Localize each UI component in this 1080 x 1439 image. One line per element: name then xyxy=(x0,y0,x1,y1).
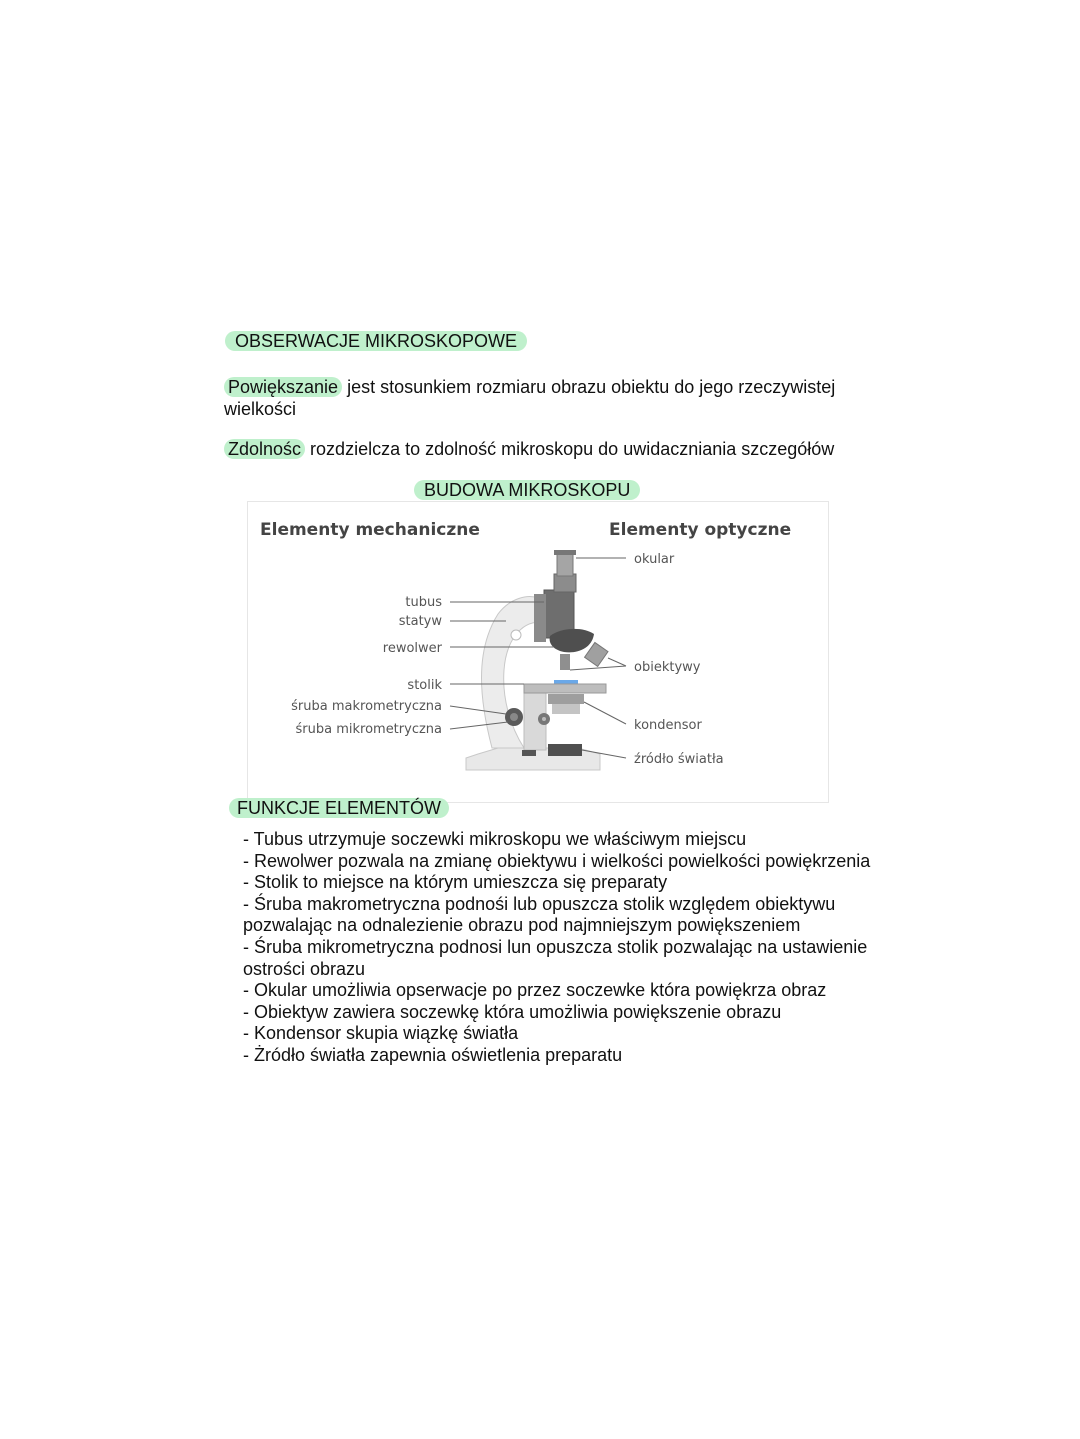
section-title-functions xyxy=(229,797,449,819)
list-item: - Okular umożliwia opserwacje po przez soczewke która powiękrza obraz xyxy=(243,980,827,1001)
label-sruba-mikrometryczna: śruba mikrometryczna xyxy=(295,722,442,737)
list-item: - Śruba mikrometryczna podnosi lun opuszcza stolik pozwalając na ustawienie ostrości obrazu xyxy=(243,936,868,979)
definition-resolution xyxy=(224,438,884,460)
label-sruba-makrometryczna: śruba makrometryczna xyxy=(291,699,442,714)
section-title-observations xyxy=(225,330,527,352)
section-title-observations-text: OBSERWACJE MIKROSKOPOWE xyxy=(225,331,527,351)
functions-list xyxy=(243,829,883,1067)
list-item: - Obiektyw zawiera soczewkę która umożliwia powiększenie obrazu xyxy=(243,1001,782,1022)
diagram-heading-mechanical: Elementy mechaniczne xyxy=(260,520,480,540)
list-item: - Stolik to miejsce na którym umieszcza się preparaty xyxy=(243,872,668,893)
term-magnification: Powiększanie xyxy=(224,377,342,397)
label-stolik: stolik xyxy=(407,678,442,693)
list-item: - Kondensor skupia wiązkę światła xyxy=(243,1023,519,1044)
microscope-illustration xyxy=(466,550,608,770)
list-item: - Śruba makrometryczna podnośi lub opuszcza stolik względem obiektywu pozwalając na odnalezienie obrazu pod najmniejszym powiększeniem xyxy=(243,893,836,936)
label-okular: okular xyxy=(634,552,675,567)
definition-resolution-text: rozdzielcza to zdolność mikroskopu do uwidaczniania szczegółów xyxy=(305,439,835,459)
label-tubus: tubus xyxy=(405,595,442,610)
diagram-heading-optical: Elementy optyczne xyxy=(609,520,792,540)
microscope-diagram xyxy=(247,501,829,803)
definition-magnification xyxy=(224,376,864,420)
microscope-diagram-svg xyxy=(248,502,828,802)
section-title-structure xyxy=(414,479,640,501)
label-zrodlo-swiatla: źródło światła xyxy=(634,752,724,767)
term-resolution: Zdolnośc xyxy=(224,439,305,459)
label-kondensor: kondensor xyxy=(634,718,702,733)
label-statyw: statyw xyxy=(398,614,442,629)
section-title-structure-text: BUDOWA MIKROSKOPU xyxy=(414,480,640,500)
label-obiektywy: obiektywy xyxy=(634,660,701,675)
list-item: - Rewolwer pozwala na zmianę obiektywu i wielkości powielkości powiękrzenia xyxy=(243,850,871,871)
label-rewolwer: rewolwer xyxy=(382,641,442,656)
list-item: - Żródło światła zapewnia oświetlenia preparatu xyxy=(243,1044,623,1065)
list-item: - Tubus utrzymuje soczewki mikroskopu we właściwym miejscu xyxy=(243,829,747,849)
definition-magnification-text: jest stosunkiem rozmiaru obrazu obiektu do jego rzeczywistej wielkości xyxy=(224,377,836,419)
section-title-functions-text: FUNKCJE ELEMENTÓW xyxy=(229,798,449,818)
